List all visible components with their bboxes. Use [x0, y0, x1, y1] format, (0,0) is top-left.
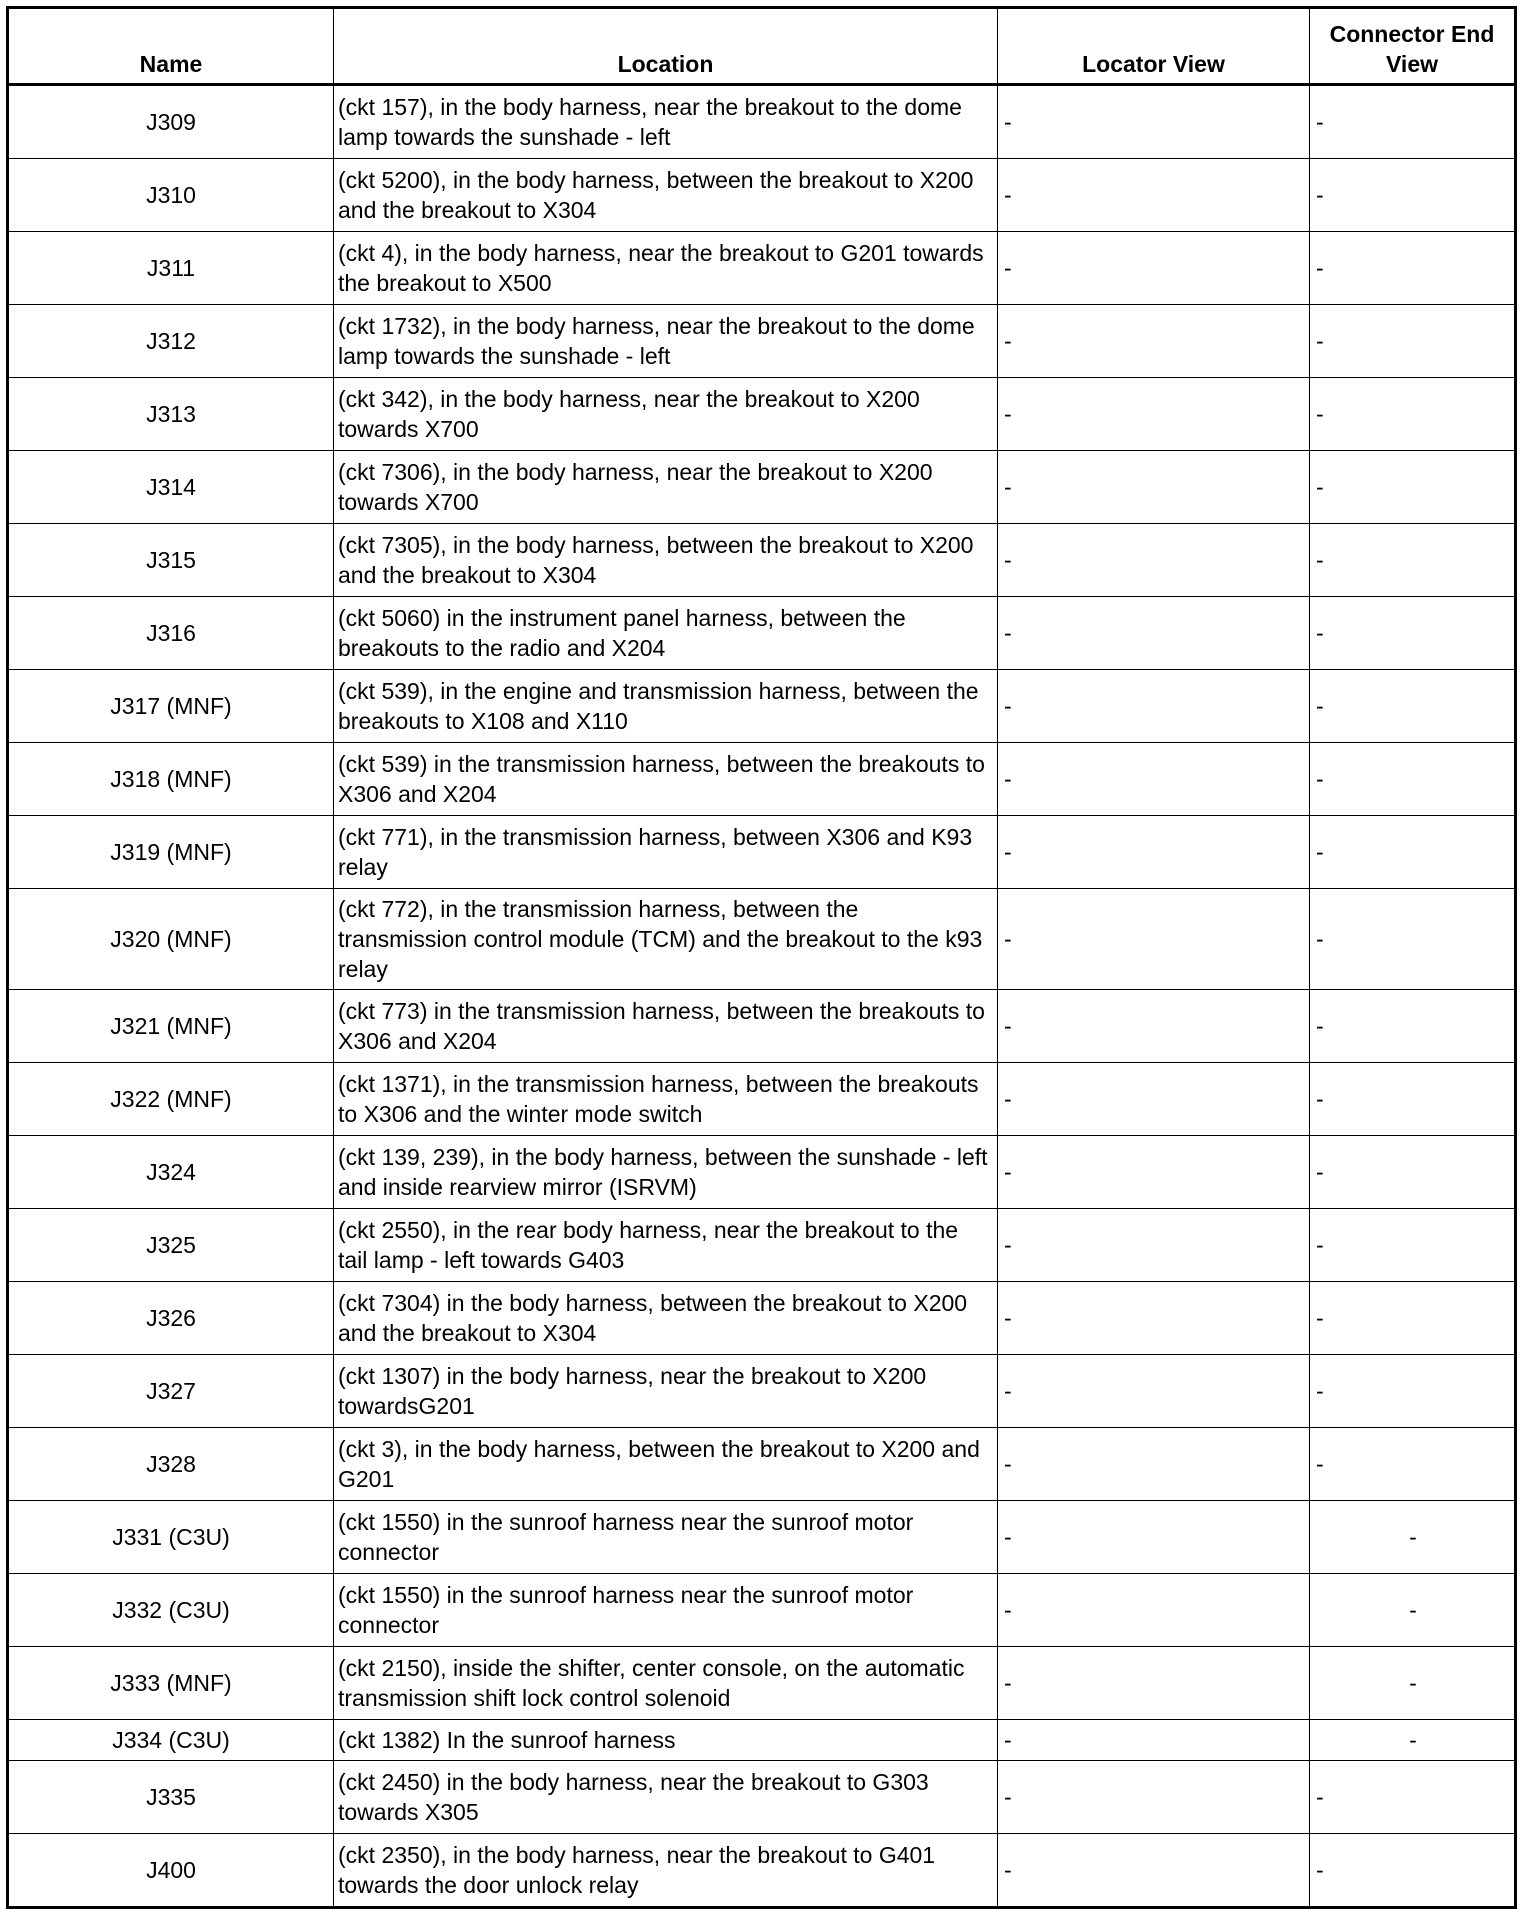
splice-name: J335: [8, 1761, 334, 1834]
splice-name: J319 (MNF): [8, 816, 334, 889]
splice-location: (ckt 1550) in the sunroof harness near the sunroof motor connector: [334, 1501, 998, 1574]
splice-location: (ckt 2450) in the body harness, near the breakout to G303 towards X305: [334, 1761, 998, 1834]
locator-view-cell: -: [998, 451, 1310, 524]
splice-name: J324: [8, 1136, 334, 1209]
locator-view-cell: -: [998, 670, 1310, 743]
splice-name: J331 (C3U): [8, 1501, 334, 1574]
table-row: [8, 1501, 1516, 1574]
connector-end-view-cell: -: [1310, 670, 1516, 743]
table-row: [8, 990, 1516, 1063]
splice-location: (ckt 1550) in the sunroof harness near the sunroof motor connector: [334, 1574, 998, 1647]
connector-end-view-cell: -: [1310, 1834, 1516, 1908]
connector-end-view-cell: -: [1310, 1282, 1516, 1355]
table-row: [8, 305, 1516, 378]
connector-end-view-cell: -: [1310, 1355, 1516, 1428]
locator-view-cell: -: [998, 990, 1310, 1063]
splice-name: J311: [8, 232, 334, 305]
connector-end-view-cell: -: [1310, 1574, 1516, 1647]
connector-end-view-cell: -: [1310, 451, 1516, 524]
connector-end-view-cell: -: [1310, 85, 1516, 159]
locator-view-cell: -: [998, 816, 1310, 889]
splice-name: J334 (C3U): [8, 1720, 334, 1761]
splice-location: (ckt 1371), in the transmission harness, between the breakouts to X306 and the winter mode switch: [334, 1063, 998, 1136]
locator-view-cell: -: [998, 524, 1310, 597]
locator-view-cell: -: [998, 1136, 1310, 1209]
splice-name: J326: [8, 1282, 334, 1355]
table-row: [8, 1355, 1516, 1428]
connector-end-view-cell: -: [1310, 1761, 1516, 1834]
connector-end-view-cell: -: [1310, 1209, 1516, 1282]
splice-location: (ckt 5200), in the body harness, between the breakout to X200 and the breakout to X304: [334, 159, 998, 232]
locator-view-cell: -: [998, 1355, 1310, 1428]
splice-location-table: [6, 6, 1517, 1909]
splice-location: (ckt 1732), in the body harness, near the breakout to the dome lamp towards the sunshade - left: [334, 305, 998, 378]
splice-location: (ckt 157), in the body harness, near the breakout to the dome lamp towards the sunshade - left: [334, 85, 998, 159]
table-row: [8, 1282, 1516, 1355]
connector-end-view-cell: -: [1310, 743, 1516, 816]
splice-location: (ckt 7306), in the body harness, near the breakout to X200 towards X700: [334, 451, 998, 524]
splice-name: J400: [8, 1834, 334, 1908]
splice-location: (ckt 539), in the engine and transmission harness, between the breakouts to X108 and X110: [334, 670, 998, 743]
table-row: [8, 1428, 1516, 1501]
table-row: [8, 597, 1516, 670]
table-row: [8, 85, 1516, 159]
connector-end-view-cell: -: [1310, 816, 1516, 889]
splice-location: (ckt 772), in the transmission harness, between the transmission control module (TCM) and the breakout to the k93 relay: [334, 889, 998, 990]
splice-name: J314: [8, 451, 334, 524]
splice-location: (ckt 2550), in the rear body harness, near the breakout to the tail lamp - left towards G403: [334, 1209, 998, 1282]
table-row: [8, 889, 1516, 990]
splice-location: (ckt 2150), inside the shifter, center console, on the automatic transmission shift lock control solenoid: [334, 1647, 998, 1720]
splice-name: J322 (MNF): [8, 1063, 334, 1136]
connector-end-view-cell: -: [1310, 1501, 1516, 1574]
splice-location: (ckt 5060) in the instrument panel harness, between the breakouts to the radio and X204: [334, 597, 998, 670]
table-row: [8, 1834, 1516, 1908]
connector-end-view-cell: -: [1310, 378, 1516, 451]
locator-view-cell: -: [998, 378, 1310, 451]
splice-name: J320 (MNF): [8, 889, 334, 990]
table-body: [8, 85, 1516, 1908]
locator-view-cell: -: [998, 1282, 1310, 1355]
table-row: [8, 159, 1516, 232]
locator-view-cell: -: [998, 597, 1310, 670]
splice-name: J328: [8, 1428, 334, 1501]
locator-view-cell: -: [998, 1761, 1310, 1834]
connector-end-view-cell: -: [1310, 1647, 1516, 1720]
splice-location: (ckt 7304) in the body harness, between the breakout to X200 and the breakout to X304: [334, 1282, 998, 1355]
splice-name: J327: [8, 1355, 334, 1428]
connector-end-view-cell: -: [1310, 232, 1516, 305]
splice-location: (ckt 3), in the body harness, between the breakout to X200 and G201: [334, 1428, 998, 1501]
connector-end-view-cell: -: [1310, 524, 1516, 597]
connector-end-view-cell: -: [1310, 1136, 1516, 1209]
locator-view-cell: -: [998, 1428, 1310, 1501]
splice-name: J316: [8, 597, 334, 670]
header-location: Location: [334, 8, 998, 85]
connector-end-view-cell: -: [1310, 1720, 1516, 1761]
table-row: [8, 1136, 1516, 1209]
splice-name: J317 (MNF): [8, 670, 334, 743]
splice-location: (ckt 773) in the transmission harness, between the breakouts to X306 and X204: [334, 990, 998, 1063]
splice-location: (ckt 1307) in the body harness, near the breakout to X200 towardsG201: [334, 1355, 998, 1428]
locator-view-cell: -: [998, 743, 1310, 816]
table-row: [8, 1574, 1516, 1647]
splice-name: J333 (MNF): [8, 1647, 334, 1720]
table-row: [8, 670, 1516, 743]
table-row: [8, 816, 1516, 889]
connector-end-view-cell: -: [1310, 1063, 1516, 1136]
locator-view-cell: -: [998, 1501, 1310, 1574]
connector-end-view-cell: -: [1310, 889, 1516, 990]
splice-name: J332 (C3U): [8, 1574, 334, 1647]
table-row: [8, 451, 1516, 524]
splice-location: (ckt 2350), in the body harness, near the breakout to G401 towards the door unlock relay: [334, 1834, 998, 1908]
splice-name: J312: [8, 305, 334, 378]
splice-location: (ckt 539) in the transmission harness, between the breakouts to X306 and X204: [334, 743, 998, 816]
connector-end-view-cell: -: [1310, 990, 1516, 1063]
header-locator-view: Locator View: [998, 8, 1310, 85]
locator-view-cell: -: [998, 1720, 1310, 1761]
splice-name: J315: [8, 524, 334, 597]
splice-location: (ckt 1382) In the sunroof harness: [334, 1720, 998, 1761]
splice-location: (ckt 139, 239), in the body harness, between the sunshade - left and inside rearview mirror (ISRVM): [334, 1136, 998, 1209]
locator-view-cell: -: [998, 305, 1310, 378]
splice-name: J313: [8, 378, 334, 451]
locator-view-cell: -: [998, 1209, 1310, 1282]
splice-location: (ckt 342), in the body harness, near the breakout to X200 towards X700: [334, 378, 998, 451]
header-connector-end-view: Connector End View: [1310, 8, 1516, 85]
splice-name: J318 (MNF): [8, 743, 334, 816]
locator-view-cell: -: [998, 1574, 1310, 1647]
table-row: [8, 378, 1516, 451]
locator-view-cell: -: [998, 232, 1310, 305]
splice-location: (ckt 4), in the body harness, near the breakout to G201 towards the breakout to X500: [334, 232, 998, 305]
table-row: [8, 1647, 1516, 1720]
table-row: [8, 1720, 1516, 1761]
locator-view-cell: -: [998, 1647, 1310, 1720]
locator-view-cell: -: [998, 889, 1310, 990]
splice-name: J309: [8, 85, 334, 159]
table-row: [8, 524, 1516, 597]
splice-location: (ckt 771), in the transmission harness, between X306 and K93 relay: [334, 816, 998, 889]
connector-end-view-cell: -: [1310, 305, 1516, 378]
locator-view-cell: -: [998, 159, 1310, 232]
connector-end-view-cell: -: [1310, 159, 1516, 232]
locator-view-cell: -: [998, 1834, 1310, 1908]
table-row: [8, 743, 1516, 816]
locator-view-cell: -: [998, 1063, 1310, 1136]
splice-name: J321 (MNF): [8, 990, 334, 1063]
splice-name: J310: [8, 159, 334, 232]
connector-end-view-cell: -: [1310, 597, 1516, 670]
splice-location: (ckt 7305), in the body harness, between the breakout to X200 and the breakout to X304: [334, 524, 998, 597]
table-row: [8, 1063, 1516, 1136]
splice-name: J325: [8, 1209, 334, 1282]
table-row: [8, 1209, 1516, 1282]
table-row: [8, 1761, 1516, 1834]
connector-end-view-cell: -: [1310, 1428, 1516, 1501]
table-row: [8, 232, 1516, 305]
header-name: Name: [8, 8, 334, 85]
header-row: [8, 8, 1516, 85]
locator-view-cell: -: [998, 85, 1310, 159]
